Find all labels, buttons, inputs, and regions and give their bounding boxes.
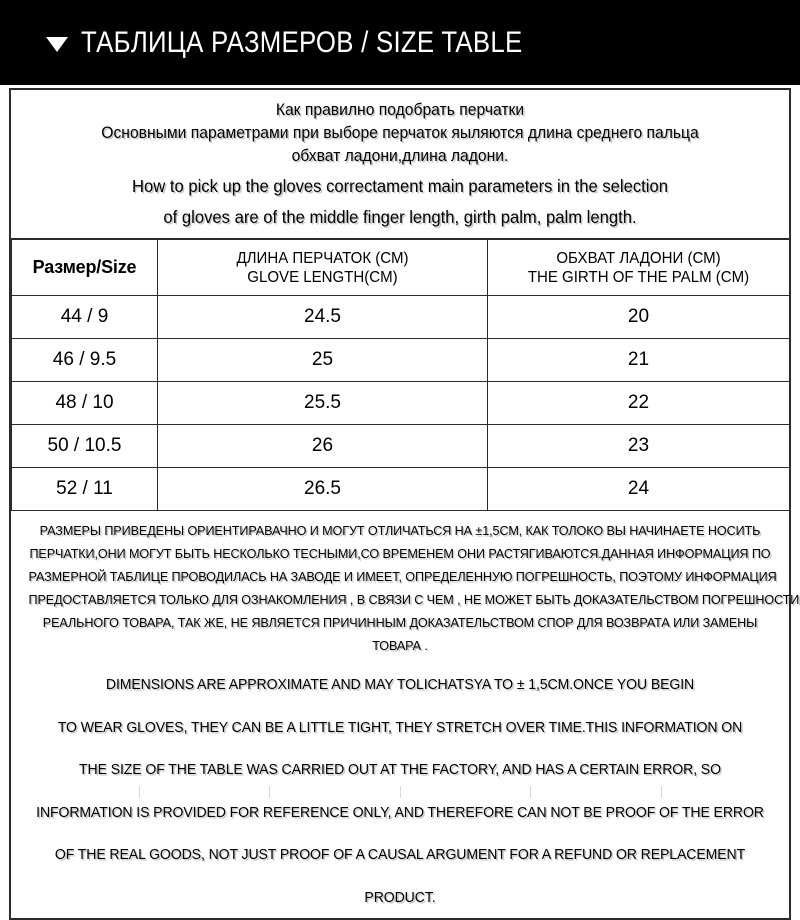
cell-palm-girth: 24 <box>488 468 790 511</box>
cell-size: 48 / 10 <box>12 382 158 425</box>
cell-palm-girth: 21 <box>488 339 790 382</box>
cell-glove-length: 24.5 <box>158 296 488 339</box>
table-row <box>12 339 790 382</box>
tick-mark <box>270 786 401 798</box>
disclaimer-en-line-5: OF THE REAL GOODS, NOT JUST PROOF OF A CAUSAL ARGUMENT FOR A REFUND OR REPLACEMENT <box>54 847 746 863</box>
disclaimer-ru-line-4: ПРЕДОСТАВЛЯЕТСЯ ТОЛЬКО ДЛЯ ОЗНАКОМЛЕНИЯ , В СВЯЗИ С ЧЕМ , НЕ МОЖЕТ БЫТЬ ДОКАЗАТЕЛЬСТВОМ ПОГРЕШНОСТИ <box>28 592 800 607</box>
cell-glove-length: 25.5 <box>158 382 488 425</box>
disclaimer-en-line-4: INFORMATION IS PROVIDED FOR REFERENCE ONLY, AND THEREFORE CAN NOT BE PROOF OF THE ERROR <box>36 804 764 821</box>
disclaimer-en-line-6: PRODUCT. <box>364 889 436 906</box>
disclaimer-ru-line-1: РАЗМЕРЫ ПРИВЕДЕНЫ ОРИЕНТИРАВАЧНО И МОГУТ ОТЛИЧАТЬСЯ НА ±1,5СМ, КАК ТОЛОКО ВЫ НАЧИНАЕТЕ НОСИТЬ <box>39 523 761 538</box>
tick-mark <box>662 786 792 798</box>
column-header-size-label: Размер/Size <box>32 257 137 277</box>
tick-mark <box>531 786 662 798</box>
disclaimer-ru-block <box>17 519 800 657</box>
cell-size: 52 / 11 <box>12 468 158 511</box>
disclaimer-ru-line-6: ТОВАРА . <box>372 638 428 653</box>
cell-size: 46 / 9.5 <box>12 339 158 382</box>
intro-en-line-2: of gloves are of the middle finger length, girth palm, palm length. <box>163 207 637 227</box>
table-row <box>12 382 790 425</box>
header-banner <box>0 0 800 85</box>
intro-ru-line-3: обхват ладони,длина ладони. <box>291 147 509 165</box>
size-table-body <box>12 296 790 511</box>
cell-glove-length: 25 <box>158 339 488 382</box>
cell-palm-girth: 20 <box>488 296 790 339</box>
table-row <box>12 468 790 511</box>
cell-glove-length: 26.5 <box>158 468 488 511</box>
column-header-palm-girth-ru: ОБХВАТ ЛАДОНИ (СМ) <box>556 249 721 267</box>
tick-mark <box>401 786 532 798</box>
cell-palm-girth: 23 <box>488 425 790 468</box>
triangle-down-icon <box>46 37 68 52</box>
intro-en-line-1: How to pick up the gloves correctament main parameters in the selection <box>132 176 668 196</box>
table-row <box>12 425 790 468</box>
size-table-head <box>12 239 790 296</box>
cell-size: 44 / 9 <box>12 296 158 339</box>
intro-ru-line-2: Основными параметрами при выборе перчаток яыляются длина среднего пальца <box>101 124 699 142</box>
column-header-glove-length <box>158 239 488 296</box>
tick-mark <box>140 786 271 798</box>
disclaimer-ru-line-2: ПЕРЧАТКИ,ОНИ МОГУТ БЫТЬ НЕСКОЛЬКО ТЕСНЫМИ,СО ВРЕМЕНЕМ ОНИ РАСТЯГИВАЮТСЯ.ДАННАЯ ИНФОРМАЦИЯ ПО <box>29 546 771 561</box>
disclaimer-ru-line-3: РАЗМЕРНОЙ ТАБЛИЦЕ ПРОВОДИЛАСЬ НА ЗАВОДЕ И ИМЕЕТ, ОПРЕДЕЛЕННУЮ ПОГРЕШНОСТЬ, ПОЭТОМУ ИНФОРМАЦИЯ <box>28 569 777 584</box>
disclaimer-en-line-3: THE SIZE OF THE TABLE WAS CARRIED OUT AT THE FACTORY, AND HAS A CERTAIN ERROR, SO <box>79 762 721 778</box>
table-row <box>12 296 790 339</box>
cell-glove-length: 26 <box>158 425 488 468</box>
column-header-palm-girth-en: THE GIRTH OF THE PALM (CM) <box>527 268 750 286</box>
intro-ru-line-1: Как правилно подобрать перчатки <box>275 101 525 119</box>
disclaimer-ru-line-5: РЕАЛЬНОГО ТОВАРА, ТАК ЖЕ, НЕ ЯВЛЯЕТСЯ ПРИЧИННЫМ ДОКАЗАТЕЛЬСТВОМ СПОР ДЛЯ ВОЗВРАТА ИЛИ ЗАМЕНЫ <box>42 615 758 630</box>
disclaimer-en-line-2: TO WEAR GLOVES, THEY CAN BE A LITTLE TIGHT, THEY STRETCH OVER TIME.THIS INFORMATION ON <box>57 719 743 736</box>
cell-size: 50 / 10.5 <box>12 425 158 468</box>
cell-palm-girth: 22 <box>488 382 790 425</box>
column-header-palm-girth <box>488 239 790 296</box>
size-table <box>11 238 790 511</box>
page-title: ТАБЛИЦА РАЗМЕРОВ / SIZE TABLE <box>81 25 523 59</box>
column-header-glove-length-ru: ДЛИНА ПЕРЧАТОК (СМ) <box>236 249 409 267</box>
tick-mark <box>9 786 140 798</box>
intro-section <box>11 90 789 238</box>
disclaimer-section <box>11 511 800 918</box>
disclaimer-en-line-1: DIMENSIONS ARE APPROXIMATE AND MAY TOLICHATSYA TO ± 1,5CM.ONCE YOU BEGIN <box>105 677 695 693</box>
column-header-size <box>12 239 158 296</box>
column-header-glove-length-en: GLOVE LENGTH(CM) <box>247 268 398 286</box>
bottom-tick-marks <box>9 786 791 798</box>
table-header-row <box>12 239 790 296</box>
